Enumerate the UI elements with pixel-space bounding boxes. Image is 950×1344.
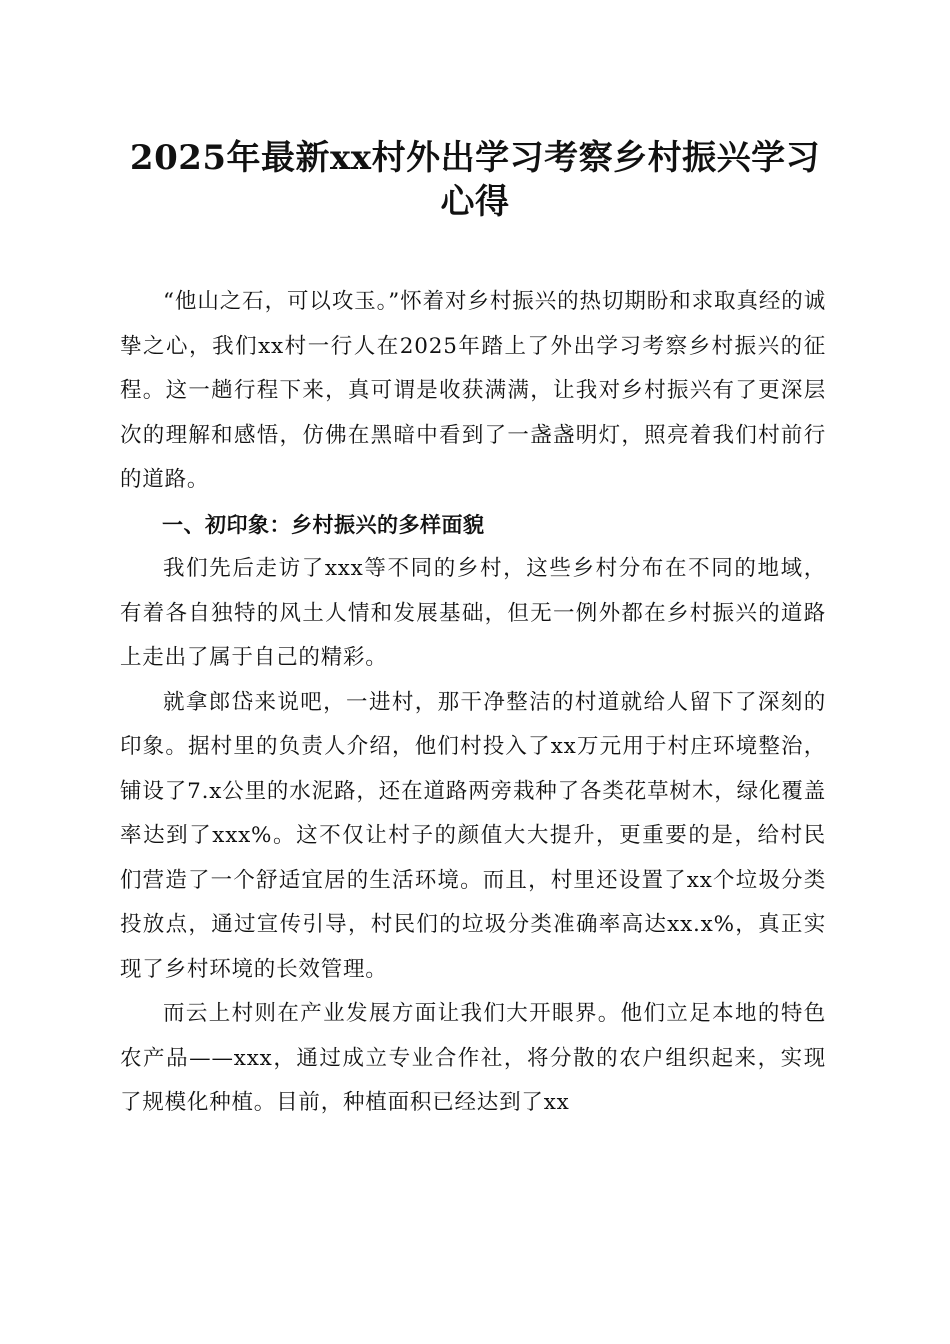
document-title	[110, 136, 840, 224]
title-line-1: 2025年最新xx村外出学习考察乡村振兴学习	[129, 138, 821, 178]
section-heading-1: 一、初印象：乡村振兴的多样面貌	[162, 512, 485, 537]
title-line-2: 心得	[440, 182, 510, 222]
paragraph-langdai: 就拿郎岱来说吧，一进村，那干净整洁的村道就给人留下了深刻的印象。据村里的负责人介绍，他们村投入了xx万元用于村庄环境整治，铺设了7.x公里的水泥路，还在道路两旁栽种了各类花草树木，绿化覆盖率达到了xxx%。这不仅让村子的颜值大大提升，更重要的是，给村民们营造了一个舒适宜居的生活环境。而且，村里还设置了xx个垃圾分类投放点，通过宣传引导，村民们的垃圾分类准确率高达xx.x%，真正实现了乡村环境的长效管理。	[120, 689, 826, 982]
paragraph-intro: “他山之石，可以攻玉。”怀着对乡村振兴的热切期盼和求取真经的诚挚之心，我们xx村一行人在2025年踏上了外出学习考察乡村振兴的征程。这一趟行程下来，真可谓是收获满满，让我对乡村振兴有了更深层次的理解和感悟，仿佛在黑暗中看到了一盏盏明灯，照亮着我们村前行的道路。	[120, 289, 826, 492]
document-body	[120, 280, 826, 1126]
paragraph-villages: 我们先后走访了xxx等不同的乡村，这些乡村分布在不同的地域，有着各自独特的风土人情和发展基础，但无一例外都在乡村振兴的道路上走出了属于自己的精彩。	[120, 556, 826, 670]
paragraph-yunshang: 而云上村则在产业发展方面让我们大开眼界。他们立足本地的特色农产品——xxx，通过成立专业合作社，将分散的农户组织起来，实现了规模化种植。目前，种植面积已经达到了xx	[120, 1001, 826, 1115]
